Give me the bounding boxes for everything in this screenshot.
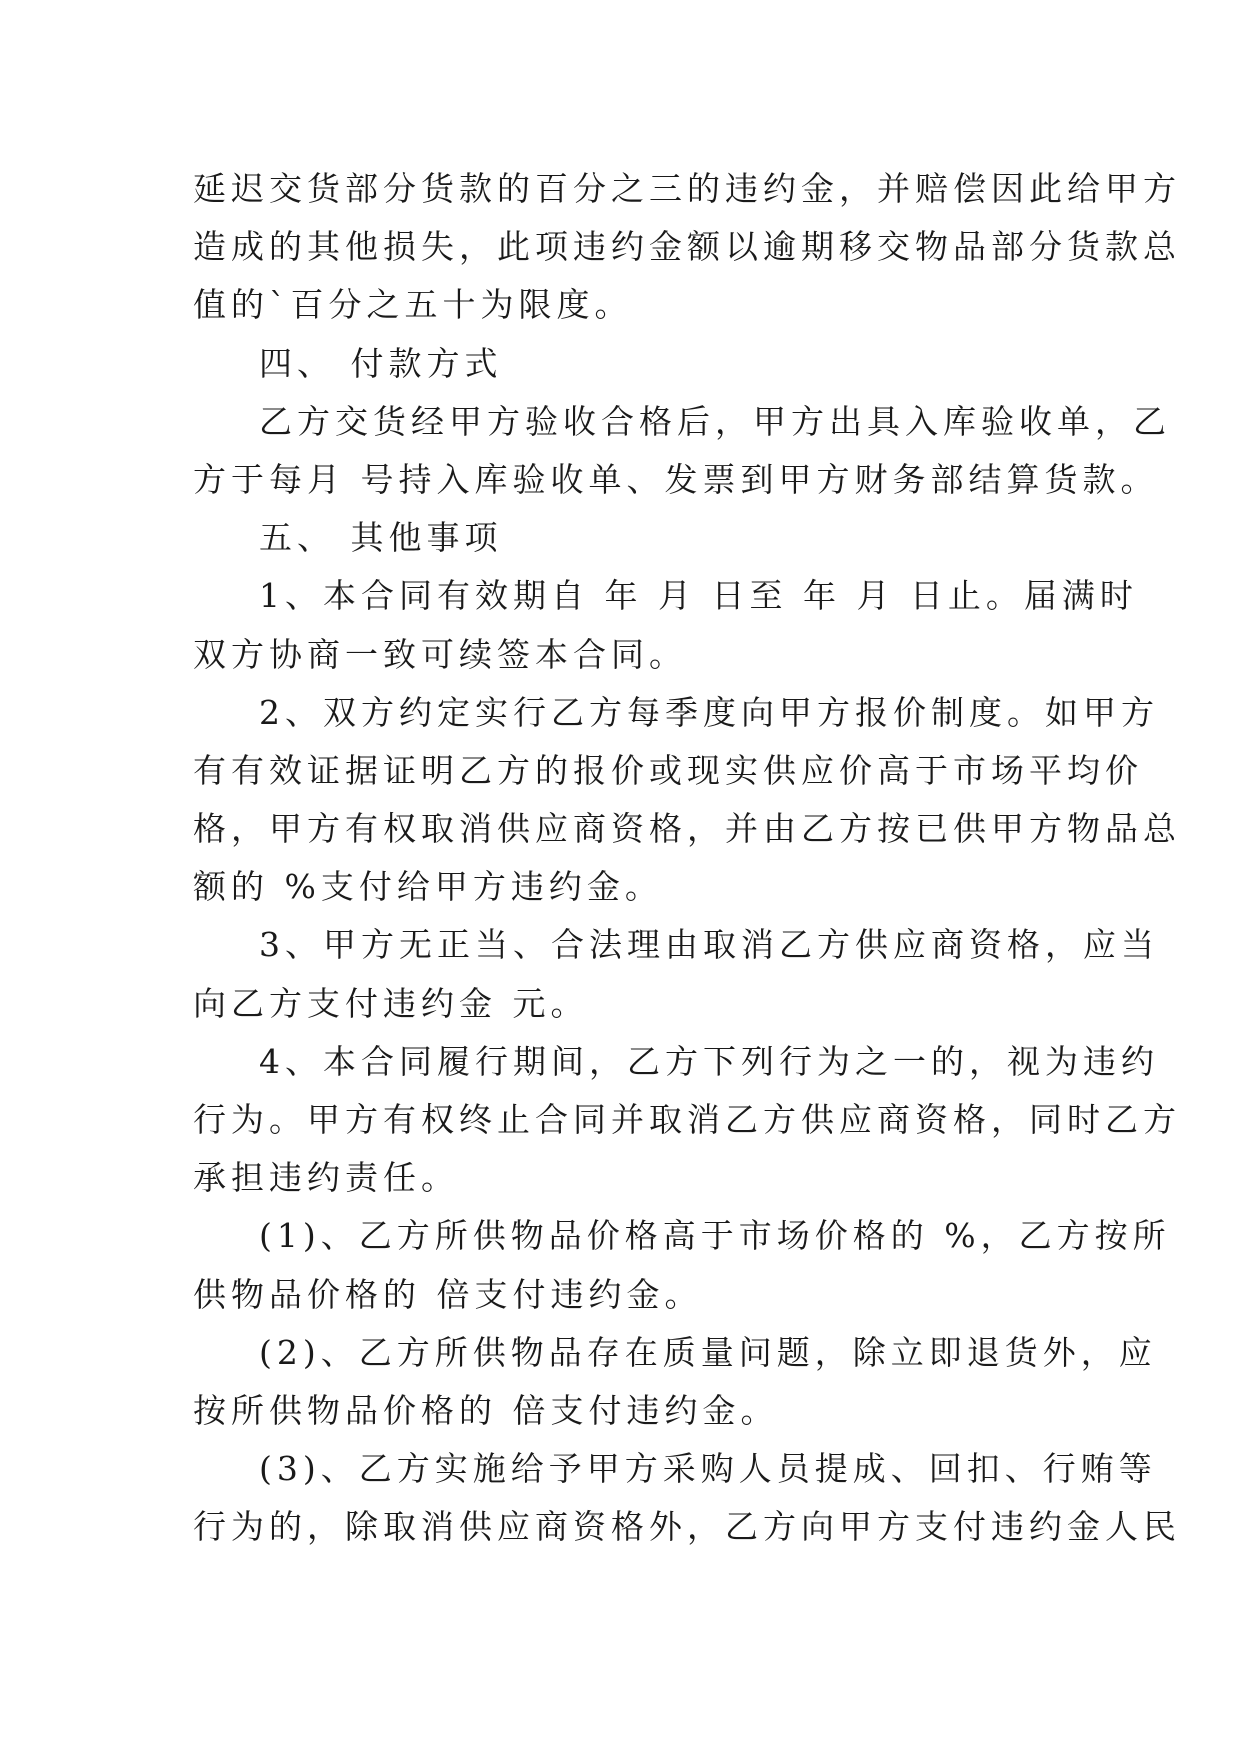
document-line: 格，甲方有权取消供应商资格，并由乙方按已供甲方物品总 xyxy=(193,809,1181,849)
document-line: 行为。甲方有权终止合同并取消乙方供应商资格，同时乙方 xyxy=(193,1100,1181,1139)
document-line: (2)、乙方所供物品存在质量问题，除立即退货外，应 xyxy=(259,1332,1157,1372)
document-line: 行为的，除取消供应商资格外，乙方向甲方支付违约金人民 xyxy=(193,1507,1181,1547)
document-line: 双方协商一致可续签本合同。 xyxy=(193,634,687,674)
document-line: 值的`百分之五十为限度。 xyxy=(193,285,633,325)
document-line: 五、 其他事项 xyxy=(259,518,503,558)
document-line: 1、本合同有效期自 年 月 日至 年 月 日止。届满时 xyxy=(259,576,1138,616)
document-line: 四、 付款方式 xyxy=(259,343,503,383)
document-line: 向乙方支付违约金 元。 xyxy=(193,983,589,1023)
document-line: 按所供物品价格的 倍支付违约金。 xyxy=(193,1390,779,1430)
document-body xyxy=(193,160,1181,1557)
document-line: 额的 %支付给甲方违约金。 xyxy=(193,867,663,907)
document-line: 供物品价格的 倍支付违约金。 xyxy=(193,1274,703,1314)
document-line: 有有效证据证明乙方的报价或现实供应价高于市场平均价 xyxy=(193,750,1143,790)
document-line: 方于每月 号持入库验收单、发票到甲方财务部结算货款。 xyxy=(193,459,1159,499)
document-line: 2、双方约定实行乙方每季度向甲方报价制度。如甲方 xyxy=(259,692,1159,732)
document-line: 延迟交货部分货款的百分之三的违约金，并赔偿因此给甲方 xyxy=(193,169,1181,208)
document-line: (3)、乙方实施给予甲方采购人员提成、回扣、行贿等 xyxy=(259,1449,1157,1489)
document-line: 承担违约责任。 xyxy=(193,1158,459,1198)
document-line: 4、本合同履行期间，乙方下列行为之一的，视为违约 xyxy=(259,1041,1159,1081)
document-line: (1)、乙方所供物品价格高于市场价格的 %，乙方按所 xyxy=(259,1216,1171,1256)
document-line: 乙方交货经甲方验收合格后，甲方出具入库验收单，乙 xyxy=(259,401,1171,441)
document-line: 3、甲方无正当、合法理由取消乙方供应商资格，应当 xyxy=(259,925,1159,965)
document-line: 造成的其他损失，此项违约金额以逾期移交物品部分货款总 xyxy=(193,227,1181,267)
